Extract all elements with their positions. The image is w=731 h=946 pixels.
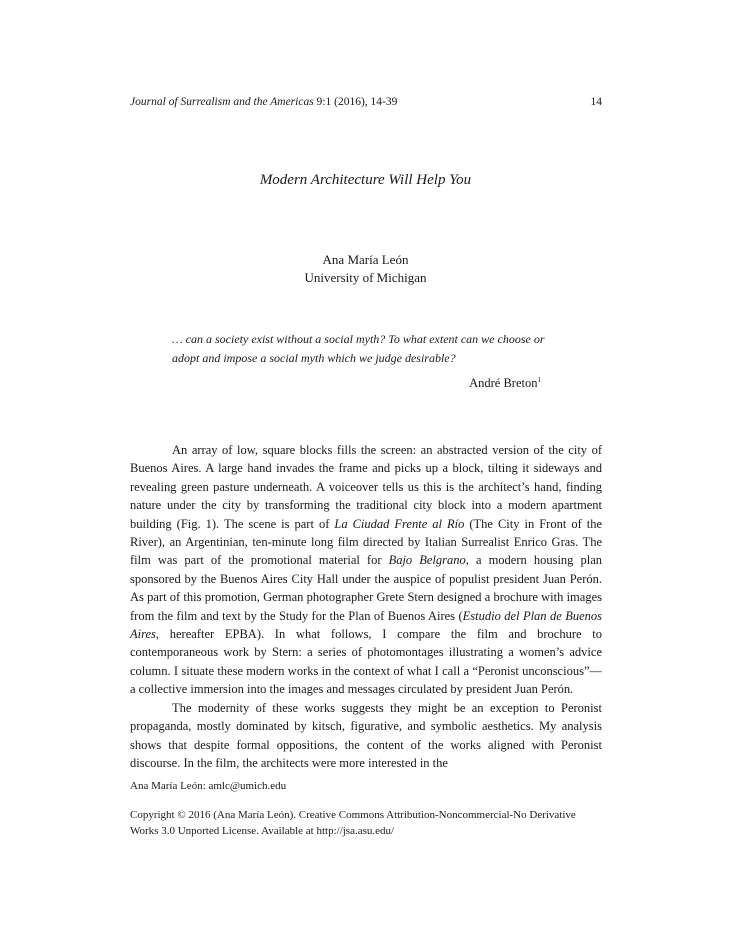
footnote-marker: 1: [537, 376, 541, 384]
author-name: Ana María León: [322, 252, 409, 267]
paragraph-1-text-a: An array of low, square blocks fills the screen: an abstracted version of the city of Buenos Aires. A large hand invades the frame and picks up a block, tilting it sideways and revealing green pasture underneath. A voiceover tells us this is the architect’s hand, finding nature under the city by transforming the traditional city block into a modern apartment building (Fig. 1). The scene is part of: [130, 443, 602, 531]
epigraph-quote: … can a society exist without a social myth? To what extent can we choose or adopt and impose a social myth which we judge desirable?: [172, 332, 545, 365]
epigraph-attribution: [0, 376, 541, 391]
page-number: 14: [590, 96, 602, 108]
author-block: [0, 251, 731, 287]
journal-citation: [130, 96, 397, 108]
article-title: Modern Architecture Will Help You: [259, 172, 472, 188]
volume-issue-pages: 9:1 (2016), 14-39: [313, 96, 398, 108]
author-contact: Ana María León: amlc@umich.edu: [130, 780, 287, 792]
journal-name: Journal of Surrealism and the Americas: [130, 96, 314, 108]
paragraph-1-text-d: , hereafter EPBA). In what follows, I compare the film and brochure to contemporaneous work by Stern: a series of photomontages illustrating a women’s advice column. I situate these modern works in the context of what I call a “Peronist unconscious”—a collective immersion into the images and messages circulated by president Juan Perón.: [130, 627, 602, 697]
body-text: [130, 441, 602, 772]
film-title: La Ciudad Frente al Río: [334, 516, 465, 531]
epigraph-author: André Breton: [469, 376, 538, 391]
author-affiliation: University of Michigan: [304, 270, 427, 285]
housing-plan-name: Bajo Belgrano: [388, 553, 466, 568]
paragraph-1: [130, 441, 602, 699]
paragraph-1-text-b: (The City in Front of the River), an Argentinian, ten-minute long film directed by Italian Surrealist Enrico Gras. The film was part of the promotional material for: [130, 516, 603, 568]
paragraph-2: The modernity of these works suggests they might be an exception to Peronist propaganda, mostly dominated by kitsch, figurative, and symbolic aesthetics. My analysis shows that despite formal oppositions, the content of the works aligned with Peronist discourse. In the film, the architects were more interested in the: [130, 700, 602, 770]
copyright-notice: Copyright © 2016 (Ana María León). Creative Commons Attribution-Noncommercial-No Derivative Works 3.0 Unported License. Available at http://jsa.asu.edu/: [130, 809, 576, 837]
running-header: [130, 96, 602, 108]
study-name: Estudio del Plan de Buenos Aires: [130, 608, 602, 642]
paragraph-1-text-c: , a modern housing plan sponsored by the Buenos Aires City Hall under the auspice of populist president Juan Perón. As part of this promotion, German photographer Grete Stern designed a brochure with images from the film and text by the Study for the Plan of Buenos Aires (: [130, 553, 602, 623]
